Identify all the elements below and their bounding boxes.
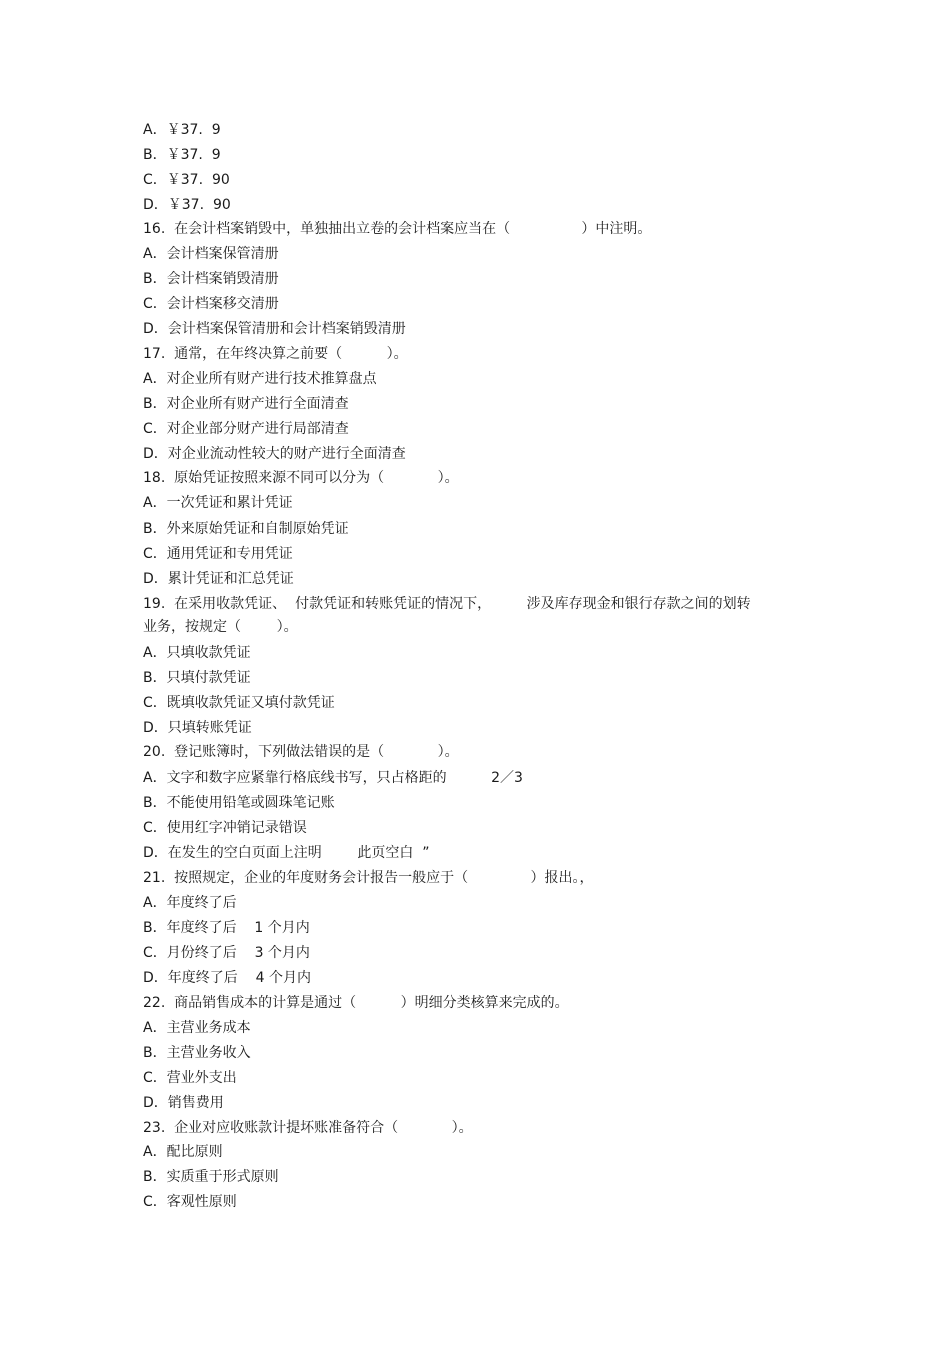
option-line: B．外来原始凭证和自制原始凭证 [143, 521, 349, 537]
question-17: 17. 通常，在年终决算之前要（ ）。 [143, 346, 408, 362]
option-line: D．年度终了后 4 个月内 [143, 970, 311, 986]
option-line: B．￥37. 9 [143, 147, 221, 163]
option-line: A．对企业所有财产进行技术推算盘点 [143, 371, 377, 387]
question-16: 16. 在会计档案销毁中，单独抽出立卷的会计档案应当在（ ）中注明。 [143, 221, 652, 237]
question-19-continued: 业务，按规定（ ）。 [143, 619, 298, 635]
option-line: C．通用凭证和专用凭证 [143, 546, 293, 562]
option-line: C．￥37. 90 [143, 172, 230, 188]
option-line: C．月份终了后 3 个月内 [143, 945, 310, 961]
option-line: A．一次凭证和累计凭证 [143, 495, 293, 511]
option-line: A．配比原则 [143, 1144, 223, 1160]
option-line: A．会计档案保管清册 [143, 246, 279, 262]
option-line: D．￥37. 90 [143, 197, 231, 213]
option-line: D．累计凭证和汇总凭证 [143, 571, 294, 587]
option-line: B．主营业务收入 [143, 1045, 251, 1061]
question-20: 20. 登记账簿时，下列做法错误的是（ ）。 [143, 744, 459, 760]
option-line: A．年度终了后 [143, 895, 237, 911]
option-line: A．￥37. 9 [143, 122, 221, 138]
question-19: 19. 在采用收款凭证、 付款凭证和转账凭证的情况下， 涉及库存现金和银行存款之间的划转 [143, 596, 751, 612]
option-line: D．对企业流动性较大的财产进行全面清查 [143, 446, 406, 462]
question-18: 18. 原始凭证按照来源不同可以分为（ ）。 [143, 470, 459, 486]
option-line: B．实质重于形式原则 [143, 1169, 279, 1185]
option-line: B．会计档案销毁清册 [143, 271, 279, 287]
question-21: 21. 按照规定，企业的年度财务会计报告一般应于（ ）报出。， [143, 870, 594, 886]
option-line: A．文字和数字应紧靠行格底线书写，只占格距的 2／3 [143, 770, 523, 786]
option-line: C．使用红字冲销记录错误 [143, 820, 307, 836]
question-23: 23. 企业对应收账款计提坏账准备符合（ ）。 [143, 1120, 473, 1136]
option-line: C．客观性原则 [143, 1194, 237, 1210]
question-22: 22. 商品销售成本的计算是通过（ ）明细分类核算来完成的。 [143, 995, 569, 1011]
option-line: D．只填转账凭证 [143, 720, 252, 736]
option-line: B．对企业所有财产进行全面清查 [143, 396, 349, 412]
option-line: C．营业外支出 [143, 1070, 237, 1086]
option-line: D．在发生的空白页面上注明 此页空白 ” [143, 845, 430, 861]
option-line: B．只填付款凭证 [143, 670, 251, 686]
option-line: A．主营业务成本 [143, 1020, 251, 1036]
option-line: C．既填收款凭证又填付款凭证 [143, 695, 335, 711]
option-line: B．年度终了后 1 个月内 [143, 920, 310, 936]
option-line: C．对企业部分财产进行局部清查 [143, 421, 349, 437]
option-line: D．销售费用 [143, 1095, 224, 1111]
option-line: C．会计档案移交清册 [143, 296, 279, 312]
option-line: B．不能使用铅笔或圆珠笔记账 [143, 795, 335, 811]
option-line: D．会计档案保管清册和会计档案销毁清册 [143, 321, 406, 337]
option-line: A．只填收款凭证 [143, 645, 251, 661]
